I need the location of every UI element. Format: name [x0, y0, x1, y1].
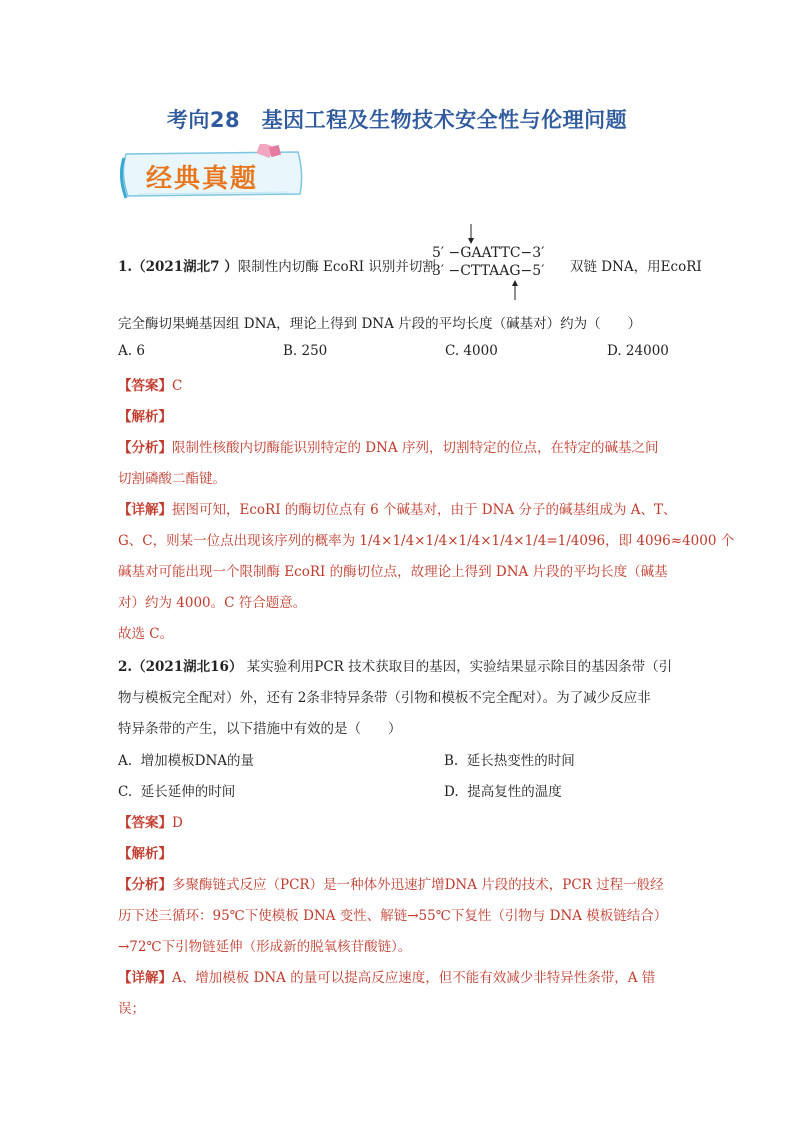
q1-fenxi-1 [118, 436, 658, 456]
q1-xiangjie-2: G、C，则某一位点出现该序列的概率为 1/4×1/4×1/4×1/4×1/4×1/4=1/4096，即 4096≈4000 个 [118, 533, 735, 549]
q2-line2: 物与模板完全配对）外，还有 2条非特异条带（引物和模板不完全配对）。为了减少反应非 [118, 690, 651, 706]
q2-answer-label: 【答案】 [118, 815, 172, 831]
q2-option-a: A. 增加模板DNA的量 [118, 753, 255, 769]
q2-xiangjie-1 [118, 966, 655, 986]
q2-fenxi-text-1: 多聚酶链式反应（PCR）是一种体外迅速扩增DNA 片段的技术，PCR 过程一般经 [172, 877, 664, 893]
q2-line1 [118, 655, 672, 675]
page-title: 考向28 基因工程及生物技术安全性与伦理问题 [166, 108, 628, 132]
q1-text-a: 限制性内切酶 EcoRI 识别并切割 [237, 259, 436, 275]
q1-line1 [118, 255, 436, 275]
q2-option-c: C. 延长延伸的时间 [118, 784, 236, 800]
q2-xiangjie-label: 【详解】 [118, 970, 172, 986]
q1-fenxi-label: 【分析】 [118, 440, 172, 456]
q1-conclusion: 故选 C。 [118, 626, 174, 642]
q2-fenxi-1 [118, 873, 664, 893]
q1-line2: 完全酶切果蝇基因组 DNA，理论上得到 DNA 片段的平均长度（碱基对）约为（ ） [118, 316, 642, 332]
q2-fenxi-2: 历下述三循环：95℃下使模板 DNA 变性、解链→55℃下复性（引物与 DNA 模板链结合） [118, 908, 668, 924]
q2-option-b: B. 延长热变性的时间 [444, 753, 575, 769]
q2-analysis-label: 【解析】 [118, 846, 172, 862]
q1-option-b: B. 250 [283, 343, 328, 359]
q1-xiangjie-3: 碱基对可能出现一个限制酶 EcoRI 的酶切位点，故理论上得到 DNA 片段的平均长度（碱基 [118, 564, 668, 580]
q2-xiangjie-2: 误； [118, 1001, 145, 1017]
q1-option-c: C. 4000 [445, 343, 498, 359]
q1-dna-top: 5′ −GAATTC−3′ [432, 245, 545, 261]
q1-option-a: A. 6 [118, 343, 145, 359]
q1-option-d: D. 24000 [607, 343, 669, 359]
q1-answer-label: 【答案】 [118, 378, 172, 394]
q2-number: 2.（2021湖北16） [118, 659, 243, 675]
cut-site-arrow-bottom [505, 278, 525, 302]
q1-answer [118, 374, 182, 394]
q1-text-b: 双链 DNA，用EcoRI [570, 259, 702, 275]
q2-option-d: D. 提高复性的温度 [444, 784, 562, 800]
q2-text-1: 某实验利用PCR 技术获取目的基因，实验结果显示除目的基因条带（引 [242, 659, 673, 675]
q1-fenxi-2: 切割磷酸二酯键。 [118, 471, 226, 487]
q2-answer-value: D [172, 815, 183, 831]
q2-fenxi-label: 【分析】 [118, 877, 172, 893]
q2-fenxi-3: →72℃下引物链延伸（形成新的脱氧核苷酸链）。 [118, 939, 412, 955]
q1-fenxi-text-1: 限制性核酸内切酶能识别特定的 DNA 序列，切割特定的位点，在特定的碱基之间 [172, 440, 659, 456]
cut-site-arrows [466, 222, 486, 292]
q2-xiangjie-text-1: A、增加模板 DNA 的量可以提高反应速度，但不能有效减少非特异性条带，A 错 [172, 970, 656, 986]
banner-label: 经典真题 [146, 164, 259, 194]
q1-number: 1.（2021湖北7 ） [118, 259, 238, 275]
q1-dna-bottom: 3′ −CTTAAG−5′ [432, 263, 545, 279]
q1-xiangjie-1 [118, 498, 677, 518]
q1-xiangjie-label: 【详解】 [118, 502, 172, 518]
q2-line3: 特异条带的产生，以下措施中有效的是（ ） [118, 721, 402, 737]
q1-xiangjie-4: 对）约为 4000。C 符合题意。 [118, 595, 307, 611]
q1-xiangjie-text-1: 据图可知，EcoRI 的酶切位点有 6 个碱基对，由于 DNA 分子的碱基组成为 A、T、 [172, 502, 677, 518]
q1-answer-value: C [172, 378, 183, 394]
q1-analysis-label: 【解析】 [118, 409, 172, 425]
q2-answer [118, 811, 183, 831]
